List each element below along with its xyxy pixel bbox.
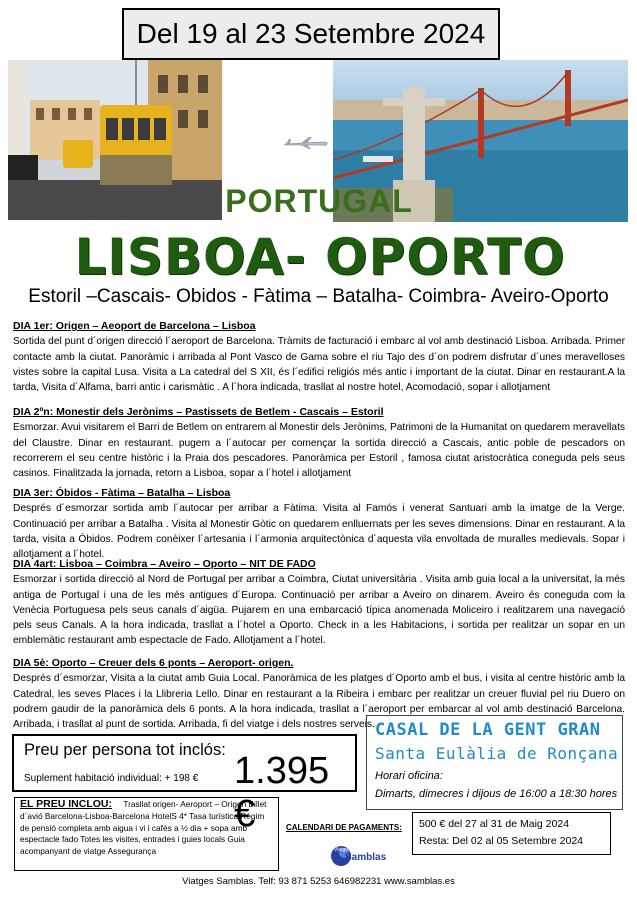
payment-1: 500 € del 27 al 31 de Maig 2024	[419, 818, 570, 830]
office-hours: Dimarts, dimecres i dijous de 16:00 a 18:30 hores	[375, 788, 618, 800]
day-text: Després d´esmorzar sortida amb l´autocar per arribar a Fàtima. Visita al Famós i venerat Santuari amb la imatge de la Verge. Continuació per arribar a Batalha . Visita al Monestir Gòtic on quedarem enlluernats per les seves dimensions. Dinar en restaurant. A la tarda, visita a Óbidos. Podrem conèixer l´artesania i l´armonia arquitectònica d´aquesta vila envoltada de muralles medievals. Sopar i allotjament a l´hotel.	[13, 503, 625, 561]
day-text: Sortida del punt d´origen direcció l´aeroport de Barcelona. Tràmits de facturació i embarc al vol amb destinació Lisboa. Arribada. Primer contacte amb la ciutat. Panoràmic i arribada al Pont Vasco de Gama sobre el riu Tajo des d´on podrem disfrutar d´unes meravelloses vistes sobre la capital Lusa. Visita a La catedral del S XII, és l´edifici religiós més antic i important de la ciutat. Dinar en restaurant.A la tarda, Visita d´Alfama, barri antic i carismàtic . A l´hora indicada, trasllat al nostre hotel, Acomodació, sopar i allotjament	[13, 336, 625, 394]
payment-calendar-title: CALENDARI DE PAGAMENTS:	[286, 823, 402, 832]
day-title: DIA 5è: Oporto – Creuer dels 6 ponts – Aeroport- origen.	[13, 657, 294, 669]
casal-info-box	[366, 715, 623, 810]
day-text: Esmorzar. Avui visitarem el Barri de Betlem on entrarem al Monestir dels Jerònims, Patrimoni de la Humanitat on quedarem meravellats del Claustre. Dinar en restaurant. pugem a l´autocar per començar la sortida direcció a Cascais, antic poble de pescadors on recorrerem el seu centre històric i la Praia dos pescadores. Panoràmica per Estoril , famosa ciutat aristocràtica coneguda pels seus casinos. Finalitzada la jornada, retorn a Lisboa, sopar a l´hotel i allotjament	[13, 422, 625, 480]
day-2-section	[13, 405, 625, 481]
day-text: Després d´esmorzar, Visita a la ciutat amb Guia Local. Panoràmica de les platges d´Oporto amb el bus, i visita al centre històric amb la Catedral, les seves Places i la Llibreria Lello. Dinar en restaurant a la Ribeira i embarc per realitzar un creuer fluvial pel riu Duero on podrem gaudir de la panoràmica dels 6 ponts. A la hora indicada, trasllat a l´aeroport per embarcar al vol amb destinació Barcelona. Arribada, i trasllat al punt de sortida. Arribada, fi del viatge i dels nostres serveis.	[13, 673, 625, 731]
airplane-icon	[283, 136, 329, 150]
footer-contact: Viatges Samblas. Telf: 93 871 5253 646982231 www.samblas.es	[182, 876, 455, 887]
day-4-section	[13, 557, 625, 649]
dates-banner: Del 19 al 23 Setembre 2024	[122, 8, 500, 60]
payment-2: Resta: Del 02 al 05 Setembre 2024	[419, 835, 584, 847]
day-title: DIA 1er: Origen – Aeoport de Barcelona – Lisboa	[13, 320, 256, 332]
samblas-logo	[331, 843, 391, 869]
day-1-section	[13, 319, 625, 395]
lisbon-tram-photo	[8, 60, 222, 220]
route-subtitle: Estoril –Cascais- Obidos - Fàtima – Batalha- Coimbra- Aveiro-Oporto	[28, 286, 609, 307]
day-title: DIA 2ºn: Monestir dels Jerònims – Pastissets de Betlem - Cascais – Estoril	[13, 406, 384, 418]
price-includes-box	[14, 797, 279, 871]
price-label: Preu per persona tot inclós:	[24, 741, 226, 759]
price-value: 1.395 €	[234, 750, 330, 835]
day-title: DIA 4art: Lisboa – Coimbra – Aveiro – Oporto – NIT DE FADO	[13, 558, 316, 570]
logo-small-text: Viatges	[334, 847, 351, 853]
casal-title: CASAL DE LA GENT GRAN	[375, 720, 601, 740]
includes-text: Trasllat origen- Aeroport – Origen Billet d´avió Barcelona-Lisboa-Barcelona HotelS 4* Tasa turística Règim de pensió completa amb aigua i vi i cafès a ½ dia + sopa amb espectacle fado Totes les visites, entrades i guies locals Guia acompanyant de viatge Assegurança	[20, 799, 267, 857]
main-title: LISBOA- OPORTO	[74, 228, 566, 286]
casal-subtitle: Santa Eulàlia de Ronçana	[375, 744, 619, 763]
day-title: DIA 3er: Óbidos - Fàtima – Batalha – Lisboa	[13, 487, 231, 499]
payment-schedule-box	[412, 812, 611, 855]
single-supplement: Suplement habitació individual: + 198 €	[24, 773, 199, 784]
day-3-section	[13, 486, 625, 562]
day-text: Esmorzar i sortida direcció al Nord de Portugal per arribar a Coimbra, Ciutat universitària . Visita amb guia local a la universitat, la més antiga de Portugal i una de les més antigues d´Europa. Continuació per arribar a Aveiro on dinarem. Aveiro és coneguda com la Venècia Portuguesa pels seus canals d´aigüa. Pujarem en una embarcació típica anomenada Moliceiro i realitzarem una navegació pels seus Canals. A la hora indicada, trasllat a l´hotel a Oporto. Check in a les Habitacions, i sortida per realitzar un sopar en un emblemàtic restaurant amb espectacle de Fado. Allotjament a l´hotel.	[13, 574, 625, 647]
office-hours-label: Horari oficina:	[375, 770, 443, 782]
logo-name: Samblas	[345, 852, 387, 863]
includes-title: EL PREU INCLOU:	[20, 798, 112, 810]
country-heading: PORTUGAL	[225, 183, 413, 219]
